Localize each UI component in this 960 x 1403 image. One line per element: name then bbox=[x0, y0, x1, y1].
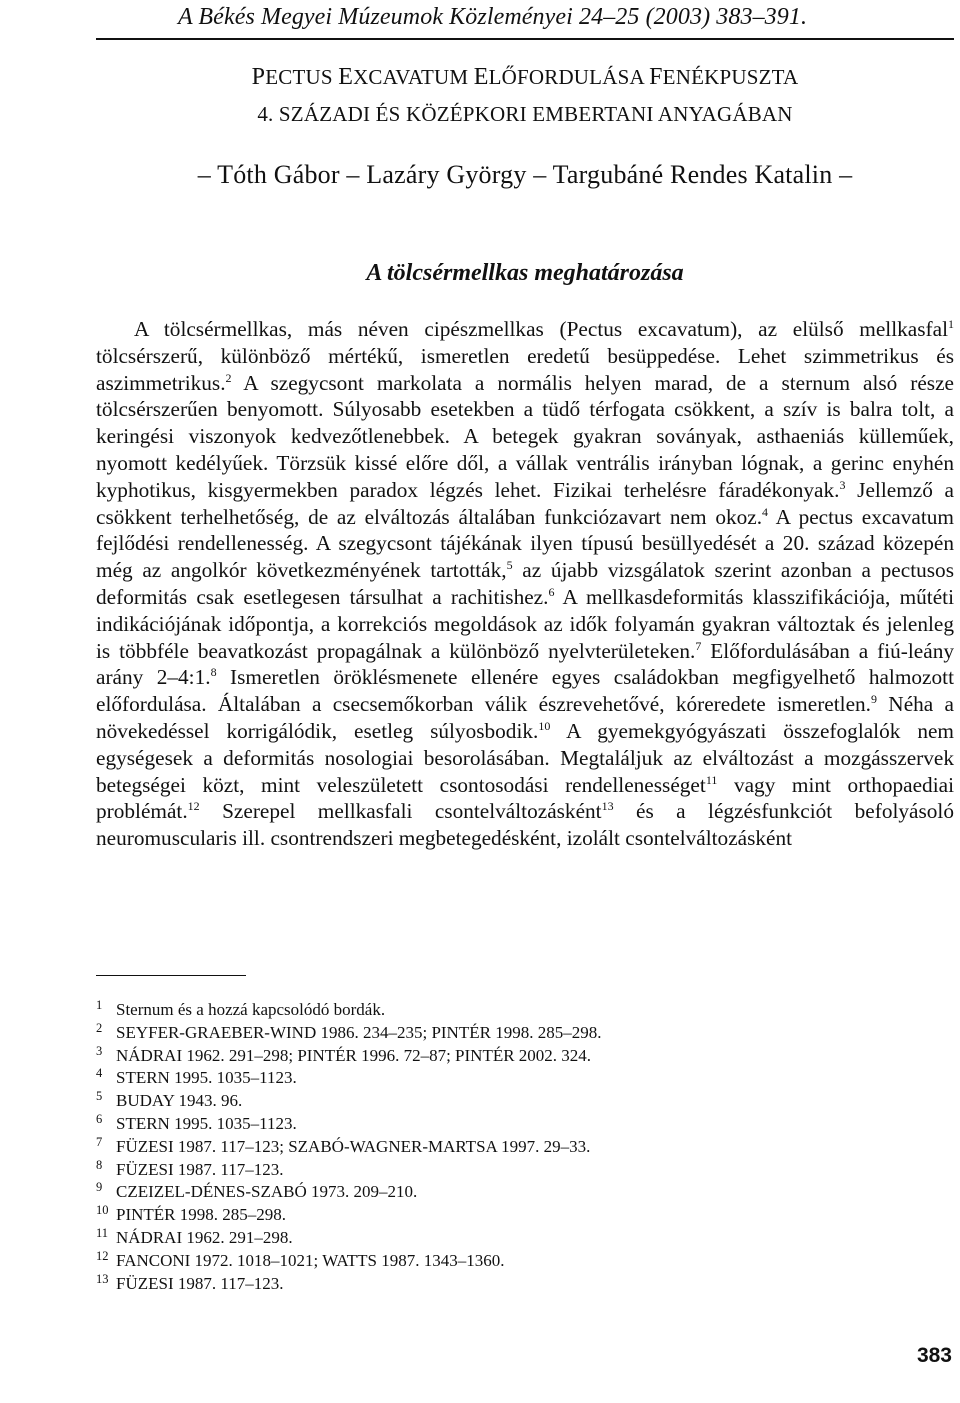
title-initial: F bbox=[649, 64, 663, 90]
footnote-text: FÜZESI 1987. 117–123. bbox=[116, 1273, 284, 1293]
footnote-marker: 6 bbox=[548, 585, 555, 600]
title-initial: E bbox=[338, 64, 354, 90]
footnote-text: STERN 1995. 1035–1123. bbox=[116, 1068, 297, 1088]
footnote-rule bbox=[96, 975, 246, 976]
footnote-marker: 9 bbox=[871, 692, 878, 707]
footnote-text: FÜZESI 1987. 117–123; SZABÓ-WAGNER-MARTSA 1997. 29–33. bbox=[116, 1136, 591, 1156]
footnote bbox=[96, 999, 954, 1022]
footnote-marker: 5 bbox=[506, 558, 513, 573]
title-word-rest: XCAVATUM bbox=[353, 65, 474, 89]
footnote-number: 5 bbox=[96, 1089, 103, 1104]
footnote-text: Sternum és a hozzá kapcsolódó bordák. bbox=[116, 1000, 386, 1019]
title-word-rest: LŐFORDULÁSA bbox=[488, 65, 650, 89]
text-run: Ismeretlen öröklésmenete ellenére egyes családokban megfigyelhető halmozott előfordulása. Általában a csecsemőkorban válik észrevehetővé, kóreredete ismeretlen. bbox=[96, 665, 954, 717]
footnote bbox=[96, 1204, 954, 1227]
author-line: – Tóth Gábor – Lazáry György – Targubáné Rendes Katalin – bbox=[197, 160, 853, 189]
text-run: A szegycsont markolata a normális helyen marad, de a sternum alsó része tölcsérszerűen benyomott. Súlyosabb esetekben a tüdő térfogata csökkent, a szív is balra tolt, a keringési viszonyok kedvezőtlenebbek. A betegek gyakran soványak, asthaeniás külleműek, nyomott kedélyűek. Törzsük kissé előre dől, a vállak ventrális irányban lógnak, a gerinc enyhén kyphotikus, kisgyermekben paradox légzés lehet. Fizikai terhelésre fáradékonyak. bbox=[96, 370, 954, 502]
footnote-marker: 12 bbox=[187, 799, 200, 814]
footnote-marker: 1 bbox=[948, 317, 954, 332]
footnote-text: PINTÉR 1998. 285–298. bbox=[116, 1205, 286, 1225]
footnote-number: 6 bbox=[96, 1111, 103, 1126]
footnote-marker: 10 bbox=[538, 719, 551, 734]
footnote-number: 7 bbox=[96, 1134, 103, 1149]
footnote-number: 2 bbox=[96, 1020, 103, 1035]
running-head: A Békés Megyei Múzeumok Közleményei 24–25 (2003) 383–391. bbox=[178, 4, 808, 30]
footnote-number: 8 bbox=[96, 1157, 103, 1172]
text-run: Szerepel mellkasfali csontelváltozásként bbox=[199, 799, 602, 824]
footnote-number: 4 bbox=[96, 1066, 103, 1081]
text-run: A mellkasdeformitás klasszifikációja, műtéti indikációjának időpontja, a korrekciós megoldások az idők folyamán gyakran változtak és jelenleg is többféle beavatkozást propagálnak a különböző nyelvterületeken. bbox=[96, 584, 954, 663]
body-paragraph bbox=[96, 316, 954, 852]
footnote-number: 9 bbox=[96, 1180, 103, 1195]
footnote bbox=[96, 1113, 954, 1136]
footnote-text: CZEIZEL-DÉNES-SZABÓ 1973. 209–210. bbox=[116, 1182, 418, 1202]
title-initial: E bbox=[473, 64, 489, 90]
footnote-number: 11 bbox=[96, 1225, 109, 1240]
footnote bbox=[96, 1022, 954, 1045]
article-title-line-1 bbox=[96, 64, 954, 91]
text-run: A pectus excavatum fejlődési rendellenesség. A szegycsont tájékának ilyen típusú besüllyedését a 20. század közepén még az angolkór következményének tartották, bbox=[96, 504, 954, 583]
text-run: és a légzésfunkciót befolyásoló neuromuscularis ill. csontrendszeri megbetegedésként, izolált csontelváltozásként bbox=[96, 799, 954, 851]
footnote-text: NÁDRAI 1962. 291–298. bbox=[116, 1227, 293, 1247]
title-word-rest: ENÉKPUSZTA bbox=[662, 65, 799, 89]
footnote bbox=[96, 1159, 954, 1182]
page-number: 383 bbox=[916, 1344, 952, 1367]
text-run: Előfordulásában a fiú-leány arány 2–4:1. bbox=[96, 638, 955, 690]
footnote bbox=[96, 1250, 954, 1273]
article-title-line-2: 4. SZÁZADI ÉS KÖZÉPKORI EMBERTANI ANYAGÁBAN bbox=[257, 102, 793, 126]
footnote-text: FANCONI 1972. 1018–1021; WATTS 1987. 1343–1360. bbox=[116, 1250, 505, 1270]
footnote bbox=[96, 1181, 954, 1204]
title-word-rest: ECTUS bbox=[265, 65, 339, 89]
footnote-number: 3 bbox=[96, 1043, 103, 1058]
footnote-text: STERN 1995. 1035–1123. bbox=[116, 1113, 297, 1133]
footnote-marker: 4 bbox=[762, 504, 769, 519]
footnote-number: 13 bbox=[96, 1271, 109, 1286]
section-heading: A tölcsérmellkas meghatározása bbox=[366, 260, 684, 286]
footnote-marker: 2 bbox=[225, 370, 232, 385]
footnote bbox=[96, 1273, 954, 1296]
footnote bbox=[96, 1045, 954, 1068]
title-initial: P bbox=[251, 64, 266, 90]
text-run: Jellemző a csökkent terhelhetőség, de az elváltozás általában funkciózavart nem okoz. bbox=[96, 477, 954, 529]
text-run: A tölcsérmellkas, más néven cipészmellkas (Pectus excavatum), az elülső mellkasfal bbox=[134, 317, 948, 341]
body-text bbox=[96, 316, 954, 852]
footnote-text: NÁDRAI 1962. 291–298; PINTÉR 1996. 72–87; PINTÉR 2002. 324. bbox=[116, 1045, 592, 1065]
footnote-number: 1 bbox=[96, 998, 103, 1012]
text-run: Néha a növekedéssel korrigálódik, esetleg súlyosbodik. bbox=[96, 692, 954, 743]
header-rule bbox=[96, 38, 954, 40]
footnote-text: BUDAY 1943. 96. bbox=[116, 1091, 243, 1111]
footnote-text: SEYFER-GRAEBER-WIND 1986. 234–235; PINTÉR 1998. 285–298. bbox=[116, 1022, 602, 1042]
footnote-marker: 8 bbox=[210, 665, 217, 680]
footnotes bbox=[96, 999, 954, 1295]
footnote-marker: 13 bbox=[601, 799, 614, 814]
text-run: az újabb vizsgálatok szerint azonban a pectusos deformitás csak esetlegesen társulhat a rachitishez. bbox=[96, 558, 954, 609]
text-run: A gyemekgyógyászati összefoglalók nem egységesek a deformitás nosologiai besorolásában. Megtaláljuk az elváltozást a mozgásszervek betegségei közt, mint veleszületett csontosodási rendellenességet bbox=[96, 718, 954, 797]
footnote-number: 12 bbox=[96, 1248, 109, 1263]
footnote-number: 10 bbox=[96, 1203, 109, 1218]
footnote-text: FÜZESI 1987. 117–123. bbox=[116, 1159, 284, 1179]
footnote bbox=[96, 1090, 954, 1113]
footnote-marker: 11 bbox=[705, 772, 718, 787]
text-run: vagy mint orthopaediai problémát. bbox=[96, 772, 954, 824]
footnote bbox=[96, 1067, 954, 1090]
footnote-marker: 3 bbox=[839, 477, 846, 492]
text-run: tölcsérszerű, különböző mértékű, ismeretlen eredetű besüppedése. Lehet szimmetrikus és aszimmetrikus. bbox=[96, 343, 954, 395]
footnote-marker: 7 bbox=[695, 638, 702, 653]
footnote bbox=[96, 1136, 954, 1159]
footnote bbox=[96, 1227, 954, 1250]
